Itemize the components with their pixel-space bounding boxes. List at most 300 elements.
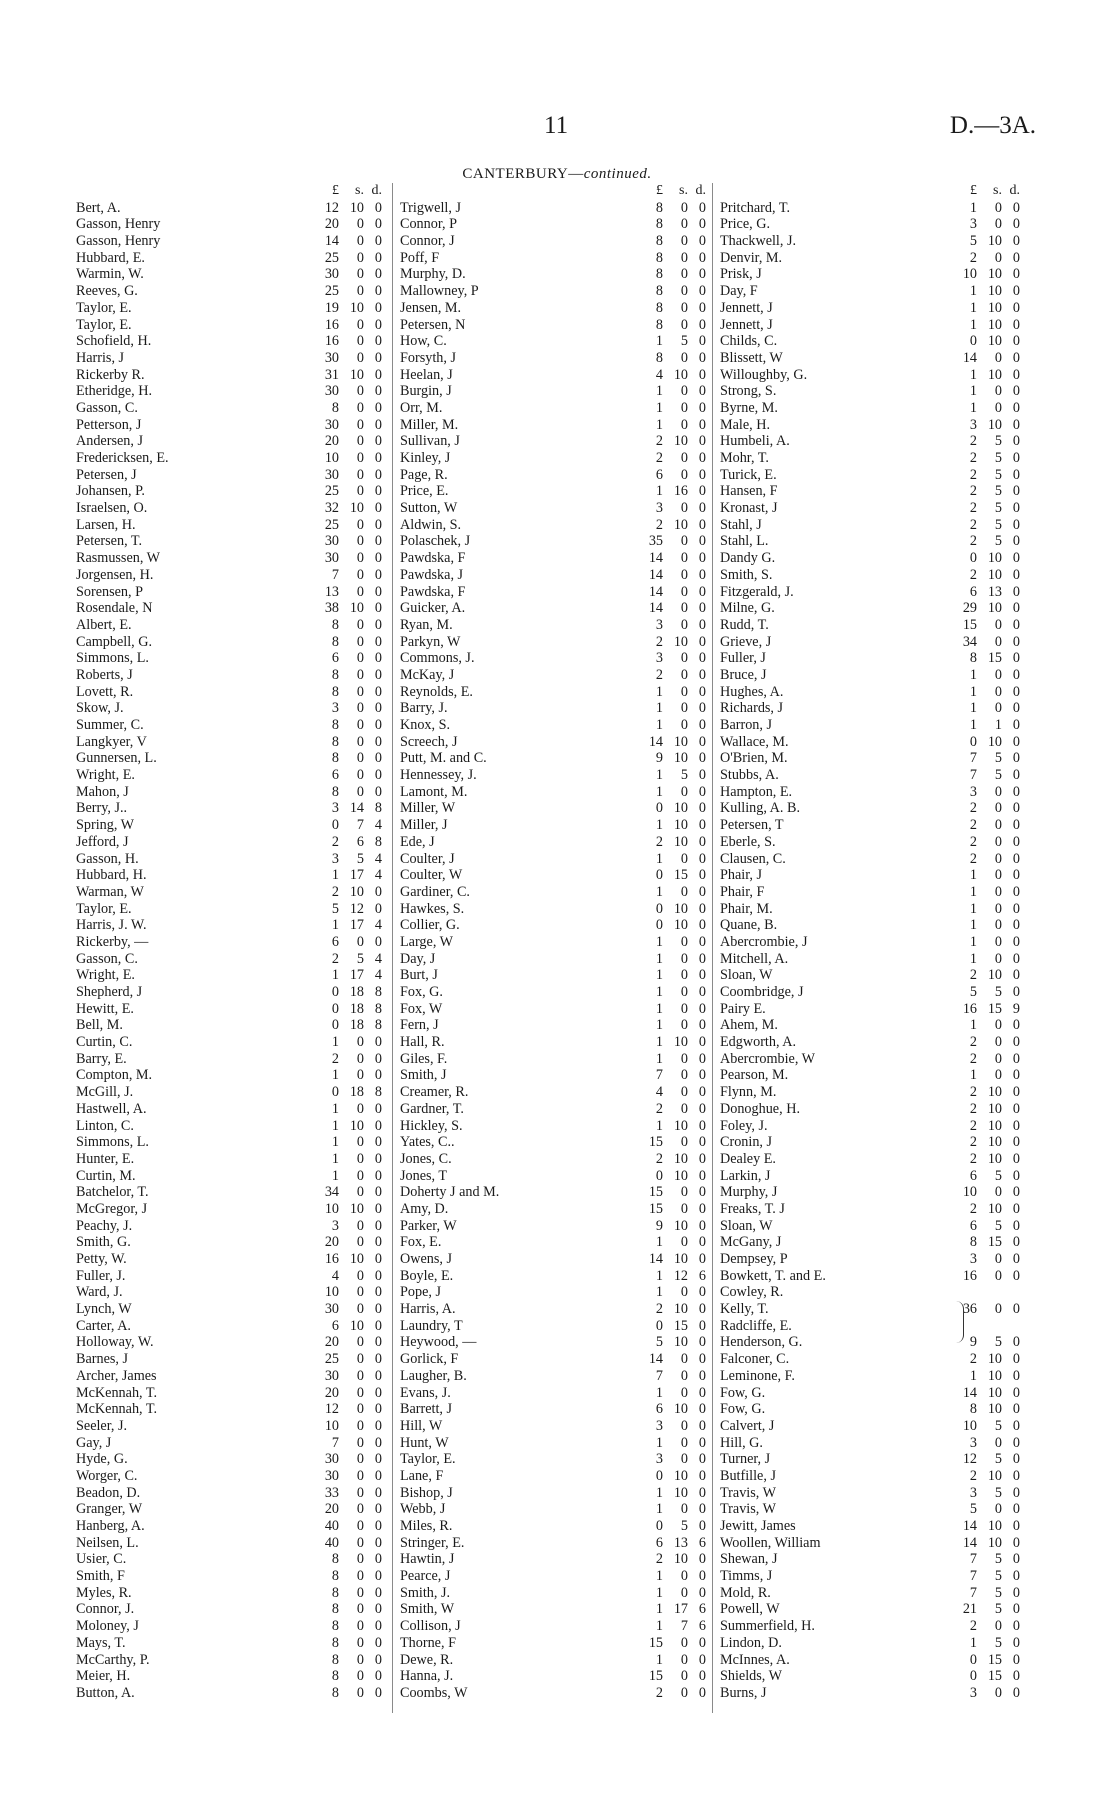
entry-name: Coulter, W [400, 867, 463, 884]
entry-shillings: 0 [680, 850, 688, 867]
list-item [76, 1351, 382, 1368]
entry-pence: 0 [1012, 750, 1020, 767]
entry-pence: 0 [374, 1618, 382, 1635]
entry-pounds: 30 [324, 416, 339, 433]
entry-pence: 0 [374, 583, 382, 600]
list-item [400, 1034, 706, 1051]
entry-name: Jorgensen, H. [76, 566, 154, 583]
entry-pounds: 1 [655, 1000, 663, 1017]
entry-pounds: 8 [655, 249, 663, 266]
entry-shillings: 0 [994, 1267, 1002, 1284]
entry-pence: 0 [1012, 717, 1020, 733]
list-item [400, 817, 706, 834]
entry-pounds: 1 [969, 683, 977, 700]
entry-name: Neilsen, L. [76, 1534, 139, 1551]
entry-shillings: 10 [349, 500, 364, 517]
entry-name: Travis, W [720, 1484, 776, 1501]
entry-name: Gay, J [76, 1434, 112, 1451]
entry-shillings: 0 [356, 616, 364, 633]
column-divider [712, 183, 713, 1713]
entry-name: Stahl, J [720, 516, 762, 533]
entry-shillings: 0 [356, 767, 364, 784]
entry-name: Dealey E. [720, 1150, 776, 1167]
entry-pounds: 8 [655, 316, 663, 333]
list-item [720, 600, 1020, 617]
entry-pence: 0 [1012, 950, 1020, 967]
entry-shillings: 0 [680, 316, 688, 333]
entry-pounds: 8 [969, 650, 977, 667]
entry-pounds: 6 [331, 650, 339, 667]
entry-pence: 0 [1012, 516, 1020, 533]
entry-pounds: 1 [655, 783, 663, 800]
list-item [76, 450, 382, 467]
entry-name: Gasson, H. [76, 850, 139, 867]
list-item [76, 266, 382, 283]
entry-pounds: 1 [655, 1017, 663, 1034]
list-item [400, 400, 706, 417]
list-item [76, 550, 382, 567]
entry-pence: 0 [1012, 383, 1020, 400]
entry-shillings: 0 [994, 249, 1002, 266]
entry-pounds: 0 [969, 1651, 977, 1668]
entry-pence: 0 [698, 516, 706, 533]
entry-shillings: 5 [994, 450, 1002, 466]
entry-shillings: 5 [994, 1484, 1002, 1501]
list-item [76, 817, 382, 834]
entry-name: Cronin, J [720, 1134, 773, 1151]
entry-pounds: 15 [962, 616, 977, 633]
region-name: CANTERBURY— [462, 166, 584, 182]
entry-pence: 0 [698, 867, 706, 884]
entry-shillings: 10 [673, 1251, 688, 1267]
entry-name: Cowley, R. [720, 1284, 784, 1301]
entry-shillings: 10 [987, 967, 1002, 984]
entry-shillings: 0 [680, 650, 688, 667]
entry-shillings: 0 [680, 1568, 688, 1585]
entry-name: Skow, J. [76, 700, 124, 717]
entry-name: Fern, J [400, 1017, 439, 1034]
entry-shillings: 0 [994, 633, 1002, 650]
list-item [720, 967, 1020, 984]
entry-shillings: 0 [994, 700, 1002, 717]
entry-shillings: 0 [356, 666, 364, 683]
entry-pence: 0 [698, 1401, 706, 1418]
entry-pounds: 2 [969, 1467, 977, 1484]
entry-shillings: 0 [994, 1050, 1002, 1067]
entry-shillings: 0 [356, 1351, 364, 1368]
entry-pence: 0 [698, 783, 706, 800]
list-item [400, 1535, 706, 1552]
entry-pence: 0 [698, 316, 706, 333]
entry-shillings: 10 [673, 1301, 688, 1318]
entry-name: Taylor, E. [76, 316, 132, 333]
entry-pounds: 7 [969, 1568, 977, 1585]
list-item [720, 884, 1020, 901]
entry-pounds: 8 [331, 733, 339, 750]
list-item [400, 884, 706, 901]
entry-pounds: 7 [969, 1584, 977, 1601]
entry-pounds: 3 [655, 1417, 663, 1434]
entry-pounds: 3 [331, 800, 339, 817]
entry-shillings: 0 [356, 1518, 364, 1534]
entry-pounds: 0 [655, 867, 663, 884]
entry-shillings: 0 [680, 1084, 688, 1101]
list-item [400, 767, 706, 784]
entry-shillings: 0 [356, 1167, 364, 1184]
entry-name: Turick, E. [720, 466, 777, 483]
entry-pounds: 1 [969, 883, 977, 900]
entry-name: McGany, J [720, 1234, 782, 1251]
entry-pence: 0 [698, 1384, 706, 1401]
entry-name: Hill, W [400, 1417, 443, 1434]
entry-pounds: 3 [969, 783, 977, 800]
entry-name: Stringer, E. [400, 1534, 465, 1551]
entry-shillings: 0 [680, 1501, 688, 1518]
entry-shillings: 10 [987, 266, 1002, 283]
entry-name: Hastwell, A. [76, 1100, 147, 1117]
entry-shillings: 16 [673, 483, 688, 500]
list-item [76, 734, 382, 751]
entry-name: Fox, G. [400, 984, 443, 1000]
list-item [76, 517, 382, 534]
list-item [400, 901, 706, 918]
list-item [76, 1518, 382, 1535]
list-item [400, 851, 706, 868]
entry-pounds: 2 [655, 450, 663, 466]
entry-pence: 0 [1012, 1050, 1020, 1067]
entry-pounds: 3 [969, 1434, 977, 1451]
entry-shillings: 0 [356, 216, 364, 233]
entry-name: Doherty J and M. [400, 1184, 500, 1201]
list-item [400, 984, 706, 1001]
entry-name: Gardiner, C. [400, 883, 470, 900]
entry-name: Petersen, T [720, 817, 784, 834]
list-item [76, 350, 382, 367]
list-item [76, 216, 382, 233]
entry-shillings: 10 [673, 1117, 688, 1134]
entry-pounds: 1 [655, 483, 663, 500]
list-item [720, 1435, 1020, 1452]
entry-shillings: 15 [673, 1317, 688, 1334]
entry-pounds: 6 [969, 1167, 977, 1184]
entry-shillings: 0 [994, 867, 1002, 884]
entry-pounds: 10 [962, 1417, 977, 1434]
entry-pounds: 16 [962, 1267, 977, 1284]
entry-pence: 0 [374, 299, 382, 316]
entry-name: Connor, P [400, 216, 457, 233]
list-item [720, 917, 1020, 934]
entry-pounds: 8 [331, 1584, 339, 1601]
entry-pence: 0 [374, 349, 382, 366]
entry-pence: 0 [1012, 433, 1020, 450]
entry-pounds: 8 [655, 283, 663, 300]
entry-name: Moloney, J [76, 1618, 139, 1635]
entry-pounds: 25 [324, 283, 339, 300]
list-item [76, 1101, 382, 1118]
entry-shillings: 0 [994, 1017, 1002, 1034]
entry-pence: 0 [698, 283, 706, 300]
entry-pence: 0 [1012, 366, 1020, 383]
list-item [76, 1184, 382, 1201]
list-item [400, 1618, 706, 1635]
entry-pounds: 1 [655, 984, 663, 1000]
list-item [400, 1268, 706, 1285]
entry-pence: 0 [1012, 466, 1020, 483]
entry-name: Stubbs, A. [720, 767, 779, 784]
entry-shillings: 0 [356, 933, 364, 950]
entry-shillings: 5 [994, 483, 1002, 500]
entry-name: Hill, G. [720, 1434, 763, 1451]
entry-pence: 0 [374, 633, 382, 650]
entry-pounds: 1 [655, 717, 663, 733]
entry-pounds: 8 [331, 1551, 339, 1568]
entry-pence: 0 [374, 650, 382, 667]
entry-shillings: 0 [356, 1034, 364, 1051]
entry-pence: 0 [1012, 199, 1020, 216]
entry-name: Clausen, C. [720, 850, 786, 867]
entry-pounds: 3 [969, 1251, 977, 1267]
entry-pence: 0 [698, 1050, 706, 1067]
entry-pounds: 1 [331, 1167, 339, 1184]
entry-pence: 0 [374, 1200, 382, 1217]
entry-name: Pawdska, F [400, 583, 466, 600]
entry-pence: 0 [698, 1200, 706, 1217]
list-item [400, 517, 706, 534]
entry-pounds: 8 [331, 717, 339, 733]
entry-pence: 0 [698, 917, 706, 934]
entry-name: Jennett, J [720, 316, 773, 333]
entry-pence: 0 [698, 1167, 706, 1184]
list-item [400, 750, 706, 767]
entry-pence: 0 [698, 1150, 706, 1167]
entry-pounds: 3 [655, 500, 663, 517]
entry-shillings: 0 [356, 1401, 364, 1418]
entry-name: Byrne, M. [720, 399, 778, 416]
entry-pounds: 3 [969, 216, 977, 233]
entry-pounds: 5 [969, 984, 977, 1000]
list-item [76, 367, 382, 384]
entry-pounds: 10 [962, 266, 977, 283]
entry-name: Pairy E. [720, 1000, 766, 1017]
entry-pounds: 16 [324, 316, 339, 333]
entry-name: Lamont, M. [400, 783, 468, 800]
entry-shillings: 10 [987, 1467, 1002, 1484]
entry-pounds: 1 [655, 1050, 663, 1067]
entry-pounds: 25 [324, 516, 339, 533]
entry-shillings: 10 [987, 1117, 1002, 1134]
entry-name: Donoghue, H. [720, 1100, 800, 1117]
list-item [720, 1168, 1020, 1185]
entry-pounds: 2 [969, 433, 977, 450]
list-item [76, 800, 382, 817]
entry-name: Childs, C. [720, 333, 778, 350]
list-item [76, 1168, 382, 1185]
entry-pence: 0 [698, 1301, 706, 1318]
entry-name: Wright, E. [76, 967, 135, 984]
entry-pence: 0 [1012, 1401, 1020, 1418]
entry-pence: 0 [1012, 1618, 1020, 1635]
list-item [720, 584, 1020, 601]
entry-name: Worger, C. [76, 1467, 138, 1484]
entry-pounds: 1 [655, 933, 663, 950]
entry-name: Poff, F [400, 249, 440, 266]
entry-pence: 0 [698, 1351, 706, 1368]
entry-shillings: 0 [680, 550, 688, 567]
entry-name: Compton, M. [76, 1067, 153, 1084]
entry-pounds: 1 [969, 299, 977, 316]
entry-pence: 0 [698, 266, 706, 283]
entry-pounds: 8 [331, 1601, 339, 1618]
entry-shillings: 0 [356, 1634, 364, 1651]
entry-name: Pearson, M. [720, 1067, 789, 1084]
entry-pounds: 10 [324, 450, 339, 466]
entry-shillings: 10 [673, 800, 688, 817]
list-item [76, 250, 382, 267]
entry-name: Mohr, T. [720, 450, 769, 466]
entry-name: Pearce, J [400, 1568, 451, 1585]
entry-name: Summerfield, H. [720, 1618, 815, 1635]
entry-pence: 0 [698, 1134, 706, 1151]
shillings-unit: s. [993, 183, 1002, 198]
list-item [400, 1251, 706, 1268]
entry-pence: 0 [374, 199, 382, 216]
entry-name: Abercrombie, J [720, 933, 808, 950]
entry-pounds: 0 [655, 1467, 663, 1484]
list-item [720, 1001, 1020, 1018]
entry-pence: 0 [1012, 650, 1020, 667]
entry-pence: 0 [698, 1017, 706, 1034]
entry-pence: 0 [374, 600, 382, 617]
entry-pence: 0 [374, 1518, 382, 1534]
entry-shillings: 12 [673, 1267, 688, 1284]
entry-shillings: 0 [680, 299, 688, 316]
entry-name: Connor, J. [76, 1601, 135, 1618]
entry-name: Barnes, J [76, 1351, 129, 1368]
entry-pence: 6 [698, 1267, 706, 1284]
entry-name: Rosendale, N [76, 600, 153, 617]
entry-pounds: 6 [969, 1217, 977, 1234]
list-item [720, 767, 1020, 784]
entry-shillings: 0 [356, 583, 364, 600]
entry-pounds: 30 [324, 466, 339, 483]
list-item [400, 1168, 706, 1185]
entry-shillings [977, 1284, 1002, 1301]
entry-shillings: 0 [680, 933, 688, 950]
list-item [400, 1001, 706, 1018]
entry-shillings: 0 [356, 1234, 364, 1251]
entry-pence: 0 [374, 399, 382, 416]
list-item [720, 433, 1020, 450]
entry-pence: 0 [1012, 1584, 1020, 1601]
entry-shillings: 10 [349, 366, 364, 383]
entry-name: Yates, C.. [400, 1134, 455, 1151]
entry-pounds: 8 [331, 1684, 339, 1701]
entry-shillings: 0 [680, 583, 688, 600]
entry-pence: 0 [698, 500, 706, 517]
list-item [720, 734, 1020, 751]
entry-pence: 0 [374, 249, 382, 266]
entry-pounds: 8 [331, 783, 339, 800]
list-item [720, 1234, 1020, 1251]
entry-pence: 0 [1012, 1601, 1020, 1618]
list-item [720, 1585, 1020, 1602]
entry-shillings: 15 [987, 650, 1002, 667]
entry-name: Kronast, J [720, 500, 778, 517]
entry-shillings: 10 [673, 366, 688, 383]
entry-shillings: 10 [673, 433, 688, 450]
entry-pence: 0 [374, 1601, 382, 1618]
list-item [76, 901, 382, 918]
entry-pounds: 38 [324, 600, 339, 617]
entry-pounds: 6 [331, 767, 339, 784]
entry-name: Barry, J. [400, 700, 448, 717]
entry-pounds: 1 [655, 1267, 663, 1284]
entry-pence: 0 [698, 483, 706, 500]
list-item [400, 1201, 706, 1218]
entry-pence: 0 [374, 1134, 382, 1151]
entry-shillings: 0 [680, 1434, 688, 1451]
list-item [400, 250, 706, 267]
page-number: 11 [544, 112, 569, 139]
list-item [76, 1051, 382, 1068]
entry-name: Beadon, D. [76, 1484, 141, 1501]
entry-pence: 0 [1012, 1484, 1020, 1501]
entry-name: Page, R. [400, 466, 448, 483]
entry-shillings: 5 [994, 750, 1002, 767]
entry-pence: 4 [374, 917, 382, 934]
entry-pounds: 1 [655, 1034, 663, 1051]
entry-pence: 0 [698, 416, 706, 433]
entry-pence: 0 [374, 433, 382, 450]
list-item [400, 266, 706, 283]
entry-pence: 0 [698, 1684, 706, 1701]
entry-name: Male, H. [720, 416, 771, 433]
entry-name: Langkyer, V [76, 733, 147, 750]
entry-pounds: 30 [324, 266, 339, 283]
list-item [720, 1084, 1020, 1101]
entry-shillings: 0 [356, 683, 364, 700]
entry-shillings: 0 [356, 1067, 364, 1084]
list-item [400, 1585, 706, 1602]
list-item [76, 1368, 382, 1385]
entry-shillings: 0 [680, 1200, 688, 1217]
entry-shillings: 0 [680, 533, 688, 550]
entry-pence: 0 [698, 984, 706, 1000]
list-item [400, 533, 706, 550]
entry-name: Connor, J [400, 233, 455, 250]
entry-pence: 0 [1012, 316, 1020, 333]
entry-name: Israelsen, O. [76, 500, 148, 517]
entry-shillings: 0 [356, 1467, 364, 1484]
entry-pounds: 1 [969, 383, 977, 400]
entry-pence: 8 [374, 1000, 382, 1017]
entry-name: Pritchard, T. [720, 199, 791, 216]
entry-shillings: 0 [680, 1651, 688, 1668]
units-spacer [720, 183, 952, 200]
entry-pence: 0 [1012, 1434, 1020, 1451]
list-item [400, 1151, 706, 1168]
entry-pence: 0 [374, 750, 382, 767]
list-item [76, 1318, 382, 1335]
entry-shillings: 0 [356, 733, 364, 750]
entry-name: Webb, J [400, 1501, 446, 1518]
entry-name: Miller, W [400, 800, 456, 817]
entry-shillings: 15 [987, 1000, 1002, 1017]
entry-pounds: 1 [655, 383, 663, 400]
entry-pounds: 6 [655, 1401, 663, 1418]
entry-pence: 0 [698, 833, 706, 850]
entry-name: Blissett, W [720, 349, 783, 366]
